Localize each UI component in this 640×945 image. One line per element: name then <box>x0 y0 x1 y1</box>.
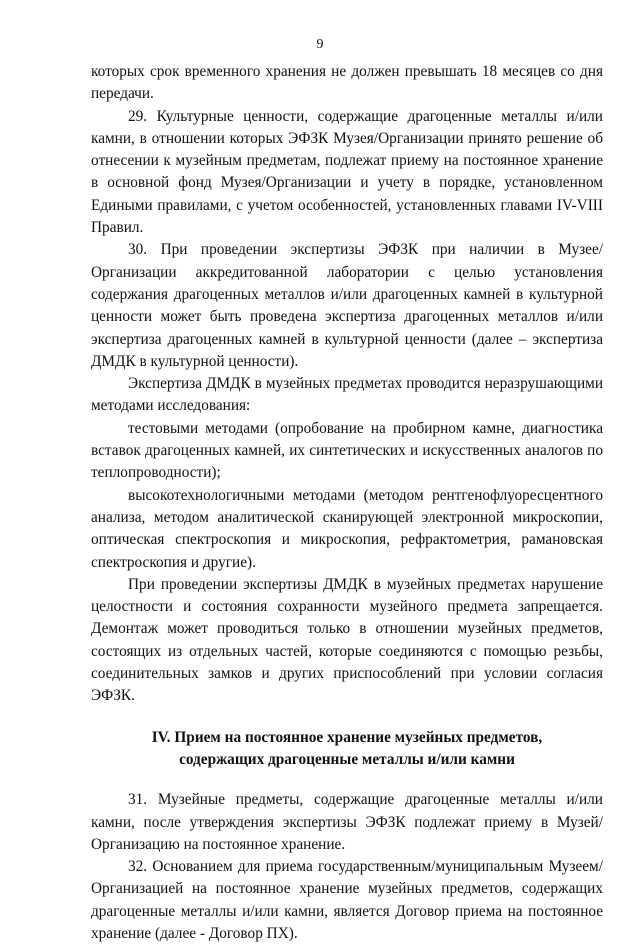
spacer <box>91 708 603 727</box>
paragraph-hightech-methods: высокотехнологичными методами (методом рентгенофлуоресцентного анализа, методом аналитической сканирующей электронной микроскопии, оптическая спектроскопия и микроскопия, рефрактометрия, рамановская спектроскопия и другие). <box>91 486 603 571</box>
paragraph-30: 30. При проведении экспертизы ЭФЗК при наличии в Музее/Организации аккредитованной лаборатории с целью установления содержания драгоценных металлов и/или драгоценных камней в культурной ценности может быть проведена экспертиза драгоценных металлов и/или экспертиза драгоценных камней в культурной ценности (далее – экспертиза ДМДК в культурной ценности). <box>91 241 603 370</box>
paragraph-integrity: При проведении экспертизы ДМДК в музейных предметах нарушение целостности и состояния сохранности музейного предмета запрещается. Демонтаж может проводиться только в отношении музейных предметов, состоящих из отдельных частей, которые соединяются с помощью резьбы, соединительных замков и других приспособлений при условии согласия ЭФЗК. <box>91 575 603 705</box>
spacer <box>91 771 603 789</box>
paragraph-32: 32. Основанием для приема государственным/муниципальным Музеем/Организацией на постоянное хранение музейных предметов, содержащих драгоценные металлы и/или камни, является Договор приема на постоянное хранение (далее - Договор ПХ). <box>91 858 603 942</box>
paragraph-methods-intro: Экспертиза ДМДК в музейных предметах проводится неразрушающими методами исследования: <box>91 375 603 415</box>
paragraph-continuation: которых срок временного хранения не должен превышать 18 месяцев со дня передачи. <box>91 63 603 103</box>
section-heading-line-2: содержащих драгоценные металлы и/или камни <box>179 750 515 768</box>
paragraph-29: 29. Культурные ценности, содержащие драгоценные металлы и/или камни, в отношении которых ЭФЗК Музея/Организации принято решение об отнесении к музейным предметам, подлежат приему на постоянное хранение в основной фонд Музея/Организации и учету в порядке, установленном Едиными правилами, с учетом особенностей, установленных главами IV-VIII Правил. <box>91 107 603 237</box>
section-heading-line-1: IV. Прием на постоянное хранение музейных предметов, <box>151 728 543 746</box>
paragraph-test-methods: тестовыми методами (опробование на пробирном камне, диагностика вставок драгоценных камней, их синтетических и искусственных аналогов по теплопроводности); <box>91 419 603 482</box>
paragraph-31: 31. Музейные предметы, содержащие драгоценные металлы и/или камни, после утверждения экспертизы ЭФЗК подлежат приему в Музей/Организацию на постоянное хранение. <box>91 791 603 853</box>
section-heading <box>91 727 603 772</box>
document-body <box>91 61 603 945</box>
page-number: 9 <box>316 37 324 52</box>
